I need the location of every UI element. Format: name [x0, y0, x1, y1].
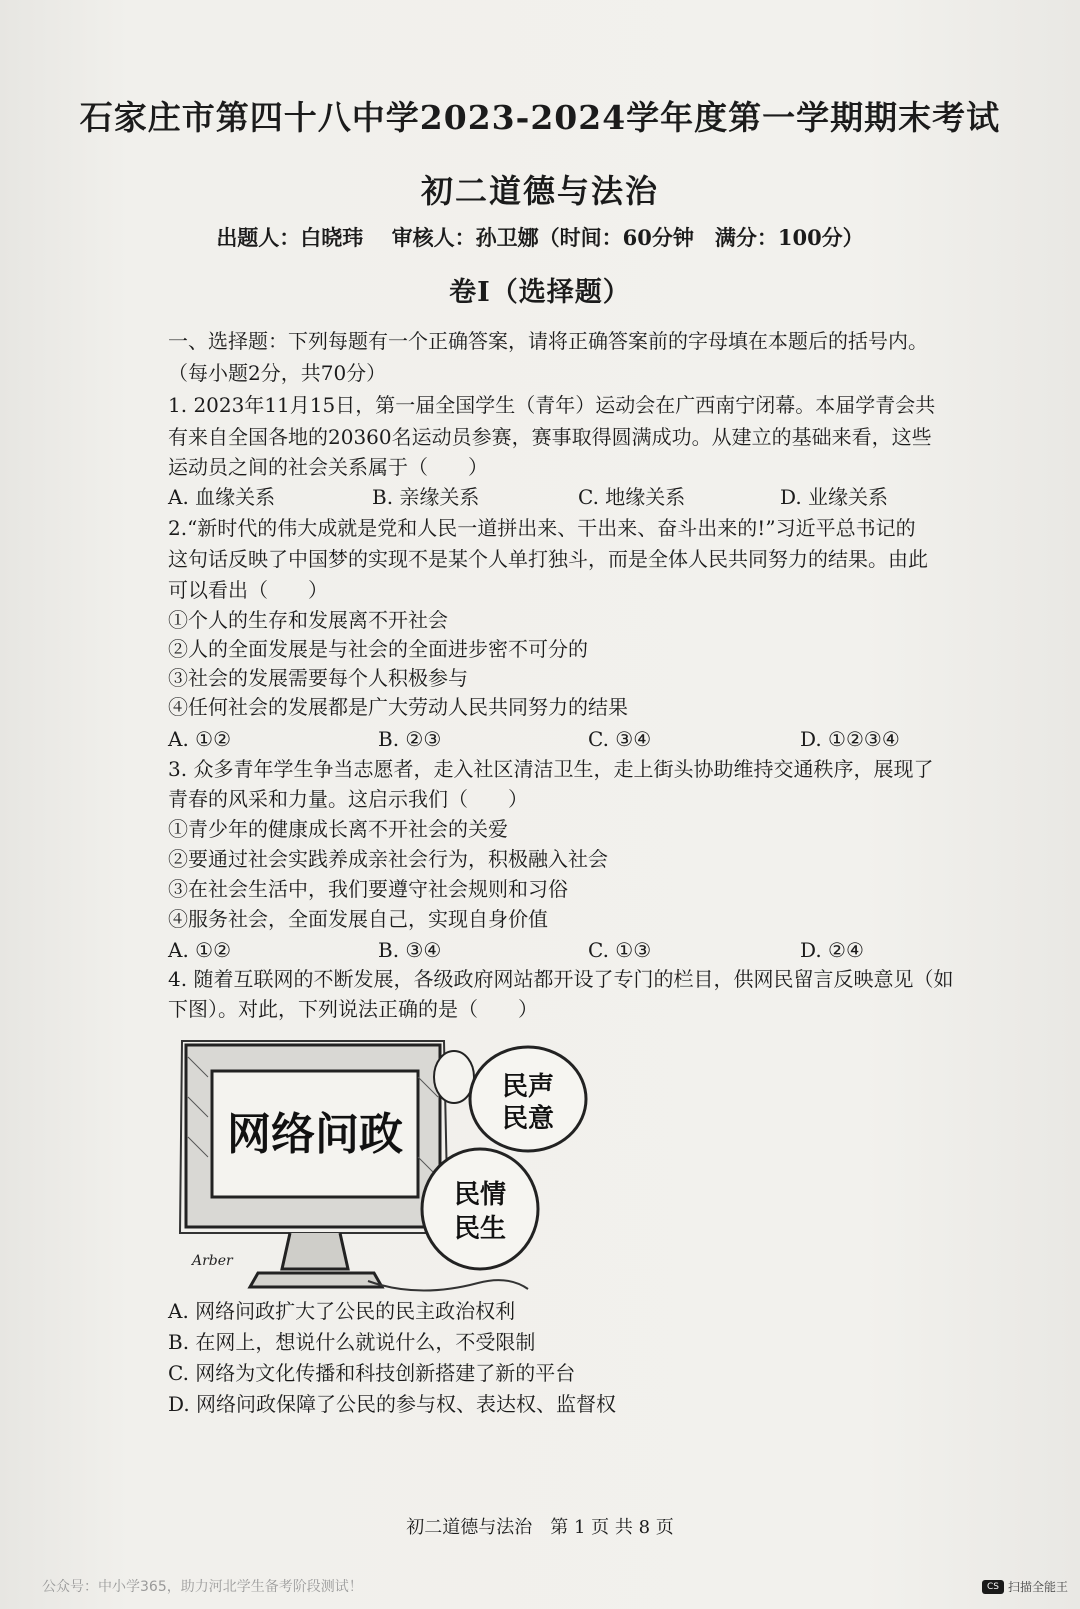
scanner-logo-icon: CS [982, 1580, 1004, 1594]
watermark-text: 公众号：中小学365，助力河北学生备考阶段测试！ [42, 1579, 363, 1595]
q3-stem-line-1: 3. 众多青年学生争当志愿者，走入社区清洁卫生，走上街头协助维持交通秩序，展现了 [168, 757, 934, 781]
q1-option-c: C. 地缘关系 [578, 485, 686, 509]
q3-item-1: ①青少年的健康成长离不开社会的关爱 [168, 817, 508, 841]
speech-bubble-1 [470, 1047, 586, 1151]
author-line: 出题人：白晓玮 审核人：孙卫娜（时间：60分钟 满分：100分） [216, 225, 864, 250]
q1-option-b: B. 亲缘关系 [372, 485, 480, 509]
q4-option-d: D. 网络问政保障了公民的参与权、表达权、监督权 [168, 1392, 617, 1416]
subject-title: 初二道德与法治 [420, 172, 659, 210]
q3-option-a: A. ①② [168, 938, 232, 962]
q3-option-d: D. ②④ [800, 938, 864, 962]
q2-item-2: ②人的全面发展是与社会的全面进步密不可分的 [168, 637, 588, 661]
q3-option-c: C. ①③ [588, 938, 652, 962]
q1-option-d: D. 业缘关系 [780, 485, 889, 509]
section-heading: 卷Ⅰ（选择题） [449, 277, 631, 308]
q4-stem-line-1: 4. 随着互联网的不断发展，各级政府网站都开设了专门的栏目，供网民留言反映意见（如 [168, 967, 954, 991]
bubble-1-line-1: 民声 [501, 1072, 555, 1102]
bubble-1-line-2: 民意 [501, 1104, 555, 1134]
q4-stem-line-2: 下图）。对此，下列说法正确的是（ ） [168, 997, 538, 1021]
small-bubble-icon [434, 1051, 474, 1103]
q2-item-1: ①个人的生存和发展离不开社会 [168, 608, 448, 632]
q3-item-3: ③在社会生活中，我们要遵守社会规则和习俗 [168, 877, 568, 901]
q4-option-a: A. 网络问政扩大了公民的民主政治权利 [168, 1299, 516, 1323]
q1-stem-line-3: 运动员之间的社会关系属于（ ） [168, 455, 488, 479]
q3-stem-line-2: 青春的风采和力量。这启示我们（ ） [168, 787, 528, 811]
q4-option-b: B. 在网上，想说什么就说什么，不受限制 [168, 1330, 536, 1354]
q2-stem-line-3: 可以看出（ ） [168, 578, 328, 602]
q1-stem-line-1: 1. 2023年11月15日，第一届全国学生（青年）运动会在广西南宁闭幕。本届学青会共 [168, 393, 936, 417]
internet-governance-cartoon [178, 1037, 598, 1299]
bubble-2-line-1: 民情 [453, 1180, 507, 1210]
q3-item-2: ②要通过社会实践养成亲社会行为，积极融入社会 [168, 847, 608, 871]
q3-option-b: B. ③④ [378, 938, 442, 962]
q2-option-a: A. ①② [168, 727, 232, 751]
q2-stem-line-2: 这句话反映了中国梦的实现不是某个人单打独斗，而是全体人民共同努力的结果。由此 [168, 547, 928, 571]
q2-item-4: ④任何社会的发展都是广大劳动人民共同努力的结果 [168, 695, 628, 719]
bubble-2-line-2: 民生 [453, 1214, 507, 1244]
scan-app-badge [982, 1578, 1068, 1595]
scan-app-name: 扫描全能王 [1007, 1580, 1068, 1594]
q1-option-a: A. 血缘关系 [168, 485, 276, 509]
speech-bubble-2 [422, 1149, 538, 1269]
q1-stem-line-2: 有来自全国各地的20360名运动员参赛，赛事取得圆满成功。从建立的基础来看，这些 [168, 425, 932, 449]
q3-item-4: ④服务社会，全面发展自己，实现自身价值 [168, 907, 548, 931]
q4-option-c: C. 网络为文化传播和科技创新搭建了新的平台 [168, 1361, 576, 1385]
q2-stem-line-1: 2.“新时代的伟大成就是党和人民一道拼出来、干出来、奋斗出来的!”习近平总书记的 [168, 516, 916, 540]
exam-title: 石家庄市第四十八中学2023-2024学年度第一学期期末考试 [79, 98, 1001, 137]
instructions-line-2: （每小题2分，共70分） [168, 361, 387, 385]
page-footer: 初二道德与法治 第 1 页 共 8 页 [406, 1517, 674, 1538]
q2-option-d: D. ①②③④ [800, 727, 900, 751]
artist-signature: Arber [192, 1253, 233, 1269]
q2-option-b: B. ②③ [378, 727, 442, 751]
q2-option-c: C. ③④ [588, 727, 652, 751]
q2-item-3: ③社会的发展需要每个人积极参与 [168, 666, 468, 690]
screen-text: 网络问政 [227, 1109, 403, 1160]
instructions-line-1: 一、选择题：下列每题有一个正确答案，请将正确答案前的字母填在本题后的括号内。 [168, 329, 928, 353]
